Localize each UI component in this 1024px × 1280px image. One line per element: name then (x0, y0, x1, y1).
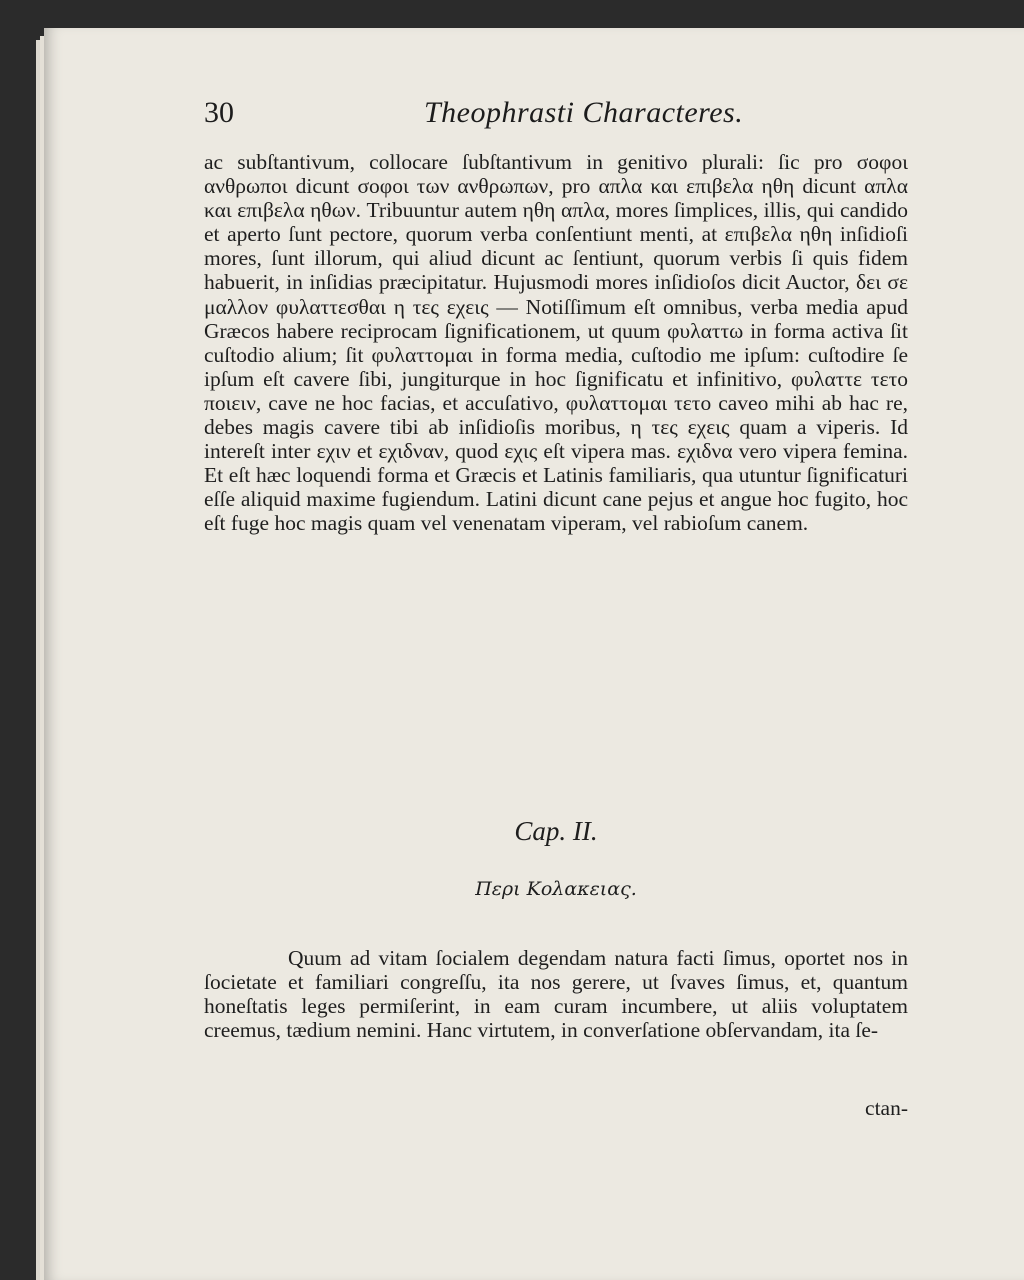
page-header (204, 96, 924, 136)
paragraph-text: ac subſtantivum, collocare ſubſtantivum in genitivo plurali: ſic pro σοφοι ανθρωποι dicunt σοφοι των ανθρωπων, pro απλα και επιβελα ηθη dicunt απλα και επιβελα ηθων. Tribuuntur autem ηθη απλα, mores ſimplices, illis, qui candido et aperto ſunt pectore, quorum verba conſentiunt menti, at επιβελα ηθη inſidioſi mores, ſunt illorum, qui aliud dicunt ac ſentiunt, quorum verbis ſi quis fidem habuerit, in inſidias præcipitatur. Hujusmodi mores inſidioſos dicit Auctor, δει σε μαλλον φυλαττεσθαι η τες εχεις — Notiſſimum eſt omnibus, verba media apud Græcos habere reciprocam ſignificationem, ut quum φυλαττω in forma activa ſit cuſtodio alium; ſit φυλαττομαι in forma media, cuſtodio me ipſum: cuſtodire ſe ipſum eſt cavere ſibi, jungiturque in hoc ſignificatu et infinitivo, φυλαττε τετο ποιειν, cave ne hoc facias, et accuſativo, φυλαττομαι τετο caveo mihi ab hac re, debes magis cavere tibi ab inſidioſis moribus, η τες εχεις quam a viperis. Id intereſt inter εχιν et εχιδναν, quod εχις eſt vipera mas. εχιδνα vero vipera femina. Et eſt hæc loquendi forma et Græcis et Latinis familiaris, qua utuntur ſignificaturi eſſe aliquid maxime fugiendum. Latini dicunt cane pejus et angue hoc fugito, hoc eſt fuge hoc magis quam vel venenatam viperam, vel rabioſum canem. (204, 150, 908, 536)
commentary-paragraph (204, 150, 908, 536)
running-title: Theophrasti Characteres. (424, 96, 744, 129)
catchword: ctan- (865, 1096, 908, 1120)
chapter-subtitle: Περι Κολακειας. (475, 878, 637, 900)
chapter-paragraph (204, 946, 908, 1042)
paragraph-text: Quum ad vitam ſocialem degendam natura facti ſimus, oportet nos in ſocietate et familiari congreſſu, ita nos gerere, ut ſvaves ſimus, et, quantum honeſtatis leges permiſerint, in eam curam incumbere, ut aliis voluptatem creemus, tædium nemini. Hanc virtutem, in converſatione obſervandam, ita ſe- (204, 946, 908, 1043)
page-number: 30 (204, 96, 234, 129)
chapter-heading: Cap. II. (514, 816, 598, 846)
